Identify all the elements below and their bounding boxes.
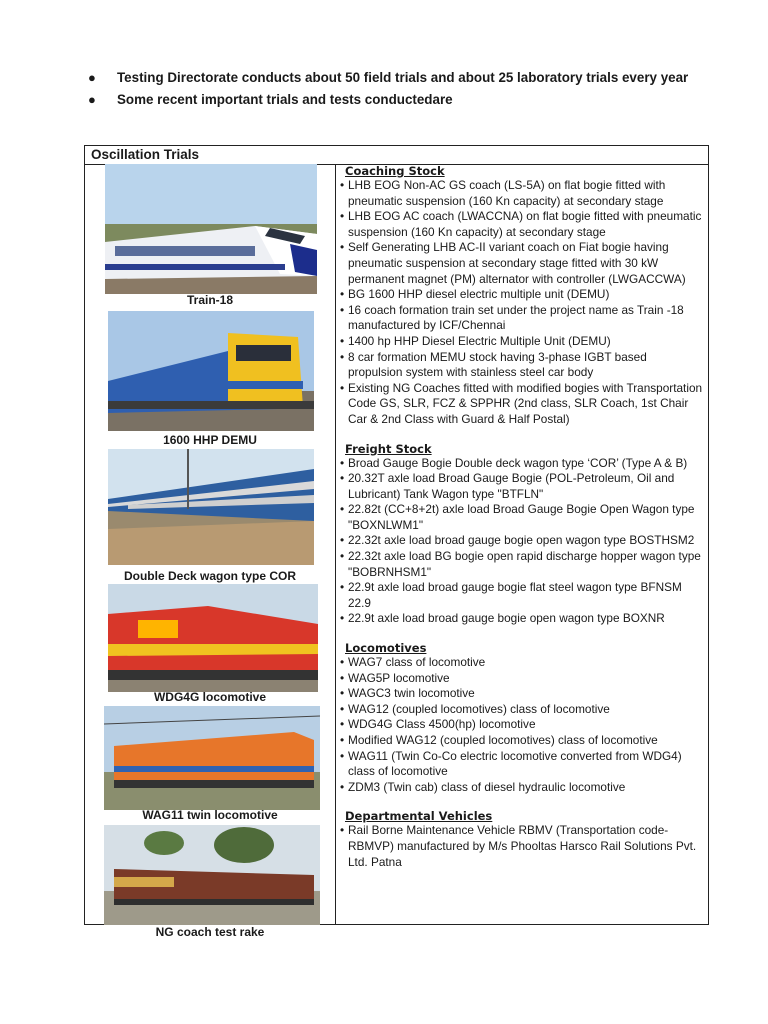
oscillation-trials-table: [84, 145, 709, 939]
photo-caption: NG coach test rake: [155, 925, 265, 939]
table-heading: Oscillation Trials: [85, 146, 708, 165]
list-item: • WAG7 class of locomotive: [341, 655, 704, 671]
list-item: • 22.82t (CC+8+2t) axle load Broad Gauge Bogie Open Wagon type "BOXNLWM1": [341, 502, 704, 533]
section-title: Coaching Stock: [345, 164, 445, 178]
list-item: • WAG12 (coupled locomotives) class of locomotive: [341, 702, 704, 718]
list-item: • BG 1600 HHP diesel electric multiple unit (DEMU): [341, 287, 704, 303]
double-deck-wagon-photo: [108, 449, 314, 565]
intro-bullet-text: Some recent important trials and tests conductedare: [117, 92, 453, 107]
section-departmental-vehicles: [341, 809, 704, 870]
trials-description-column: [341, 164, 704, 924]
section-title: Locomotives: [345, 641, 427, 656]
intro-bullet-list: [88, 68, 728, 112]
train-18-photo: [105, 164, 317, 294]
list-item: • 22.32t axle load BG bogie open rapid discharge hopper wagon type "BOBRNHSM1": [341, 549, 704, 580]
locomotives-list: [341, 655, 704, 795]
photo-caption: Double Deck wagon type COR: [123, 569, 297, 583]
list-item: • Existing NG Coaches fitted with modified bogies with Transportation Code GS, SLR, FCZ & SPPHR (2nd class, SLR Coach, 1st Chair Car & 2nd Class with Guard & Half Postal): [341, 381, 704, 428]
photo-column: [85, 164, 336, 939]
list-item: • 22.9t axle load broad gauge bogie open wagon type BOXNR: [341, 611, 704, 627]
list-item: • WAGC3 twin locomotive: [341, 686, 704, 702]
list-item: • 20.32T axle load Broad Gauge Bogie (POL-Petroleum, Oil and Lubricant) Tank Wagon type "BTFLN": [341, 471, 704, 502]
bullet-icon: ●: [88, 92, 96, 107]
demu-photo: [108, 311, 314, 431]
list-item: • WAG11 (Twin Co-Co electric locomotive converted from WDG4) class of locomotive: [341, 749, 704, 780]
photo-caption: WAG11 twin locomotive: [142, 808, 278, 822]
section-title: Freight Stock: [345, 441, 432, 456]
intro-bullet: [88, 68, 728, 88]
wag11-locomotive-photo: [104, 706, 320, 810]
ng-coach-rake-photo: [104, 825, 320, 925]
departmental-vehicles-list: [341, 823, 704, 870]
wdg4g-locomotive-photo: [108, 584, 318, 692]
intro-bullet: [88, 90, 728, 110]
section-title: Departmental Vehicles: [345, 809, 493, 824]
list-item: • LHB EOG Non-AC GS coach (LS-5A) on flat bogie fitted with pneumatic suspension (160 Kn capacity) at secondary stage: [341, 178, 704, 209]
section-locomotives: [341, 641, 704, 795]
list-item: • Modified WAG12 (coupled locomotives) class of locomotive: [341, 733, 704, 749]
coaching-stock-list: [341, 178, 704, 428]
list-item: • Broad Gauge Bogie Double deck wagon type ‘COR’ (Type A & B): [341, 456, 704, 472]
list-item: • WDG4G Class 4500(hp) locomotive: [341, 717, 704, 733]
list-item: • WAG5P locomotive: [341, 671, 704, 687]
section-freight-stock: [341, 442, 704, 628]
photo-caption: 1600 HHP DEMU: [163, 433, 257, 447]
freight-stock-list: [341, 456, 704, 628]
intro-bullet-text: Testing Directorate conducts about 50 field trials and about 25 laboratory trials every year: [117, 70, 689, 85]
photo-caption: Train-18: [186, 293, 234, 307]
section-coaching-stock: [341, 164, 704, 428]
list-item: • LHB EOG AC coach (LWACCNA) on flat bogie fitted with pneumatic suspension (160 Kn capacity) at secondary stage: [341, 209, 704, 240]
bullet-icon: ●: [88, 70, 96, 85]
list-item: • 16 coach formation train set under the project name as Train -18 manufactured by ICF/Chennai: [341, 303, 704, 334]
list-item: • 22.9t axle load broad gauge bogie flat steel wagon type BFNSM 22.9: [341, 580, 704, 611]
list-item: • 1400 hp HHP Diesel Electric Multiple Unit (DEMU): [341, 334, 704, 350]
list-item: • ZDM3 (Twin cab) class of diesel hydraulic locomotive: [341, 780, 704, 796]
list-item: • Self Generating LHB AC-II variant coach on Fiat bogie having pneumatic suspension at secondary stage fitted with 30 kW permanent magnet (PM) alternator with controller (LWGACCWA): [341, 240, 704, 287]
list-item: • 8 car formation MEMU stock having 3-phase IGBT based propulsion system with stainless steel car body: [341, 350, 704, 381]
list-item: • Rail Borne Maintenance Vehicle RBMV (Transportation code-RBMVP) manufactured by M/s Phooltas Harsco Rail Solutions Pvt. Ltd. Patna: [341, 823, 704, 870]
list-item: • 22.32t axle load broad gauge bogie open wagon type BOSTHSM2: [341, 533, 704, 549]
photo-caption: WDG4G locomotive: [153, 690, 266, 704]
